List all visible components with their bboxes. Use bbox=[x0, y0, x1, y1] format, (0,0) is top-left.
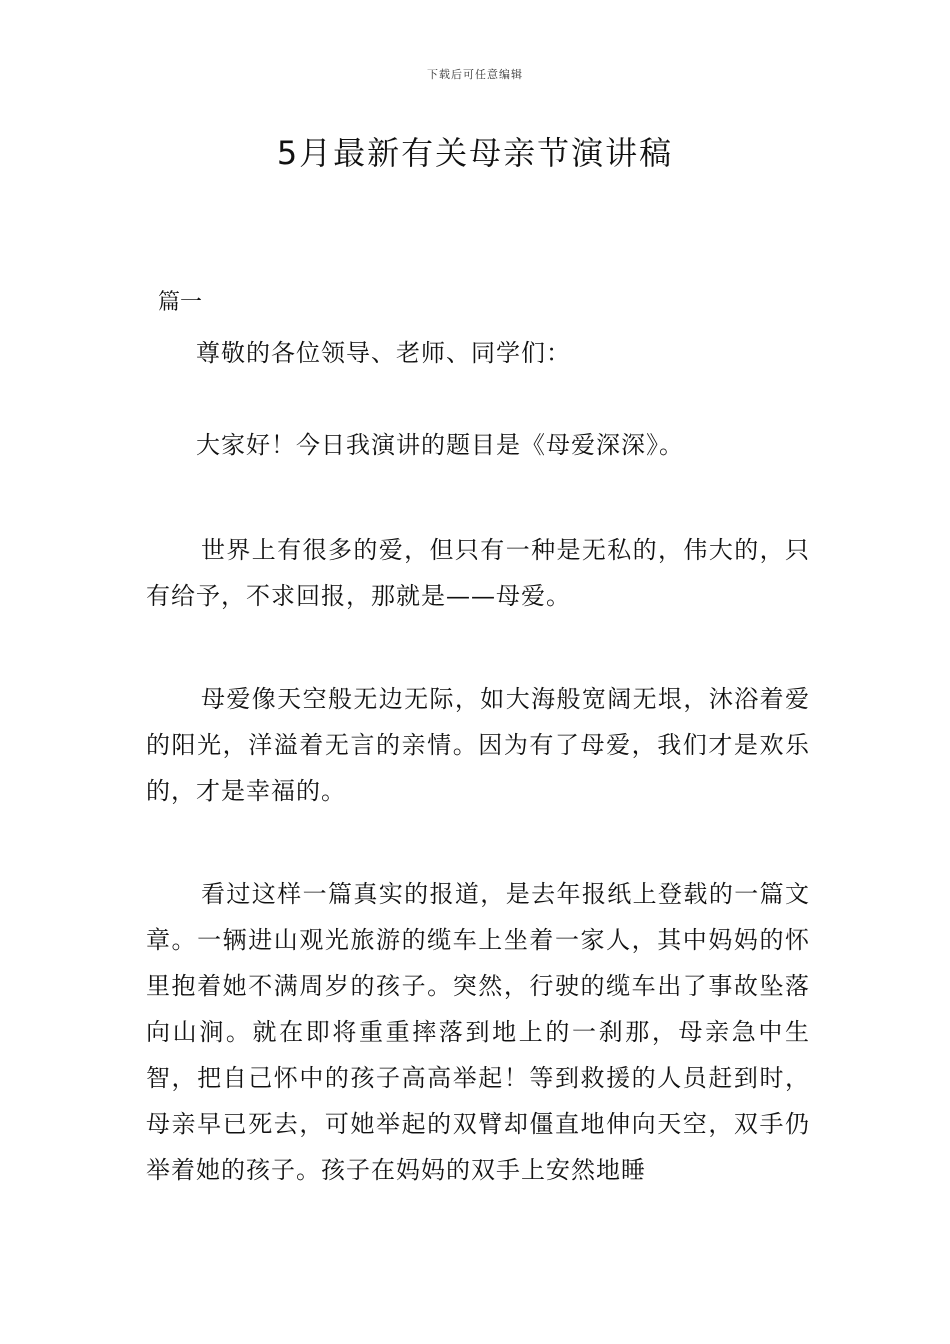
intro-paragraph: 大家好！今日我演讲的题目是《母爱深深》。 bbox=[196, 431, 684, 459]
body-paragraph: 母爱像天空般无边无际，如大海般宽阔无垠，沐浴着爱的阳光，洋溢着无言的亲情。因为有了母爱，我们才是欢乐的，才是幸福的。 bbox=[146, 685, 810, 805]
document-title: 5月最新有关母亲节演讲稿 bbox=[276, 134, 674, 172]
section-label: 篇一 bbox=[158, 290, 203, 315]
greeting-paragraph: 尊敬的各位领导、老师、同学们： bbox=[196, 339, 571, 367]
body-paragraph: 世界上有很多的爱，但只有一种是无私的，伟大的，只有给予，不求回报，那就是——母爱。 bbox=[146, 536, 810, 610]
header-note: 下载后可任意编辑 bbox=[427, 68, 523, 81]
body-paragraph: 看过这样一篇真实的报道，是去年报纸上登载的一篇文章。一辆进山观光旅游的缆车上坐着一家人，其中妈妈的怀里抱着她不满周岁的孩子。突然，行驶的缆车出了事故坠落向山涧。就在即将重重摔落到地上的一刹那，母亲急中生智，把自己怀中的孩子高高举起！等到救援的人员赶到时，母亲早已死去，可她举起的双臂却僵直地伸向天空，双手仍举着她的孩子。孩子在妈妈的双手上安然地睡 bbox=[146, 880, 810, 1184]
